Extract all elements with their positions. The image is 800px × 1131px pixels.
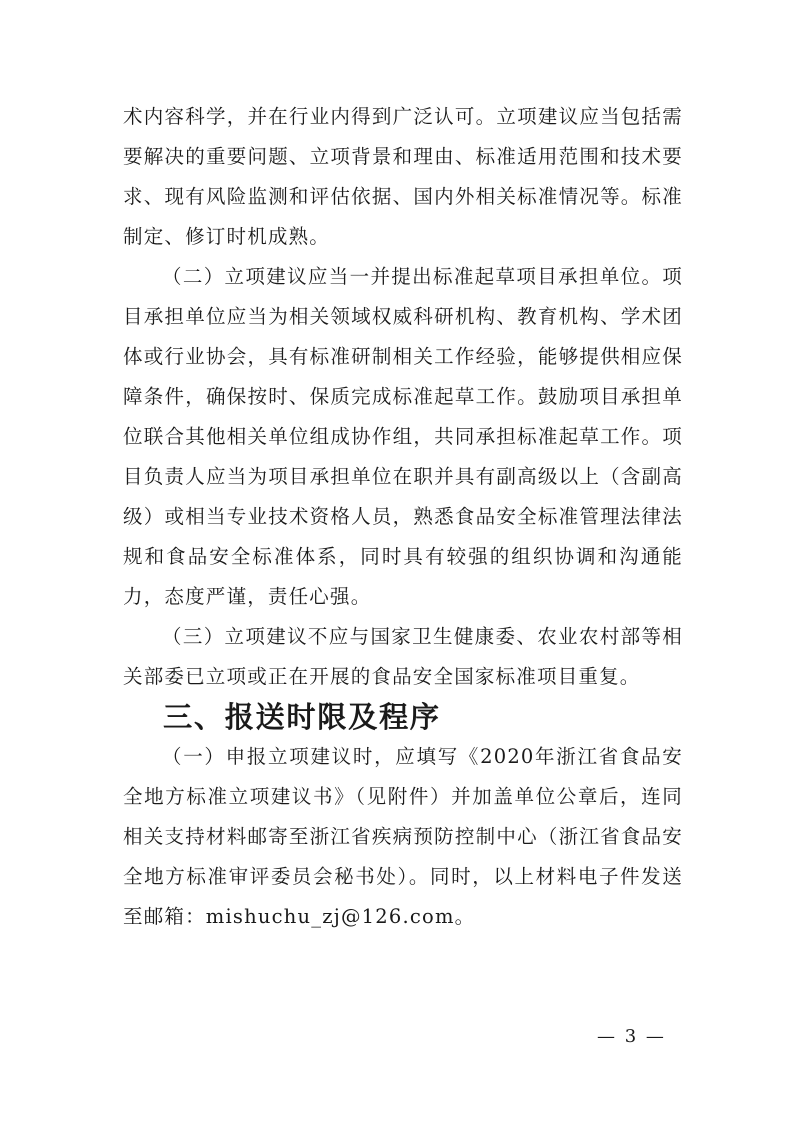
paragraph-section-2-item-3: （三）立项建议不应与国家卫生健康委、农业农村部等相关部委已立项或正在开展的食品安全国家标准项目重复。	[123, 625, 683, 688]
paragraph-intro-continuation: 术内容科学，并在行业内得到广泛认可。立项建议应当包括需要解决的重要问题、立项背景和理由、标准适用范围和技术要求、现有风险监测和评估依据、国内外相关标准情况等。标准制定、修订时机成熟。	[123, 105, 683, 248]
paragraph-section-3-item-1: （一）申报立项建议时，应填写《2020年浙江省食品安全地方标准立项建议书》（见附件）并加盖单位公章后，连同相关支持材料邮寄至浙江省疾病预防控制中心（浙江省食品安全地方标准审评委员会秘书处）。同时，以上材料电子件发送至邮箱：mishuchu_zj@126.com。	[123, 745, 683, 928]
paragraph-section-2-item-2: （二）立项建议应当一并提出标准起草项目承担单位。项目承担单位应当为相关领域权威科研机构、教育机构、学术团体或行业协会，具有标准研制相关工作经验，能够提供相应保障条件，确保按时、保质完成标准起草工作。鼓励项目承担单位联合其他相关单位组成协作组，共同承担标准起草工作。项目负责人应当为项目承担单位在职并具有副高级以上（含副高级）或相当专业技术资格人员，熟悉食品安全标准管理法律法规和食品安全标准体系，同时具有较强的组织协调和沟通能力，态度严谨，责任心强。	[123, 265, 683, 608]
document-body	[123, 97, 683, 937]
page-number: — 3 —	[597, 1026, 666, 1047]
section-3-heading: 三、报送时限及程序	[163, 700, 441, 734]
